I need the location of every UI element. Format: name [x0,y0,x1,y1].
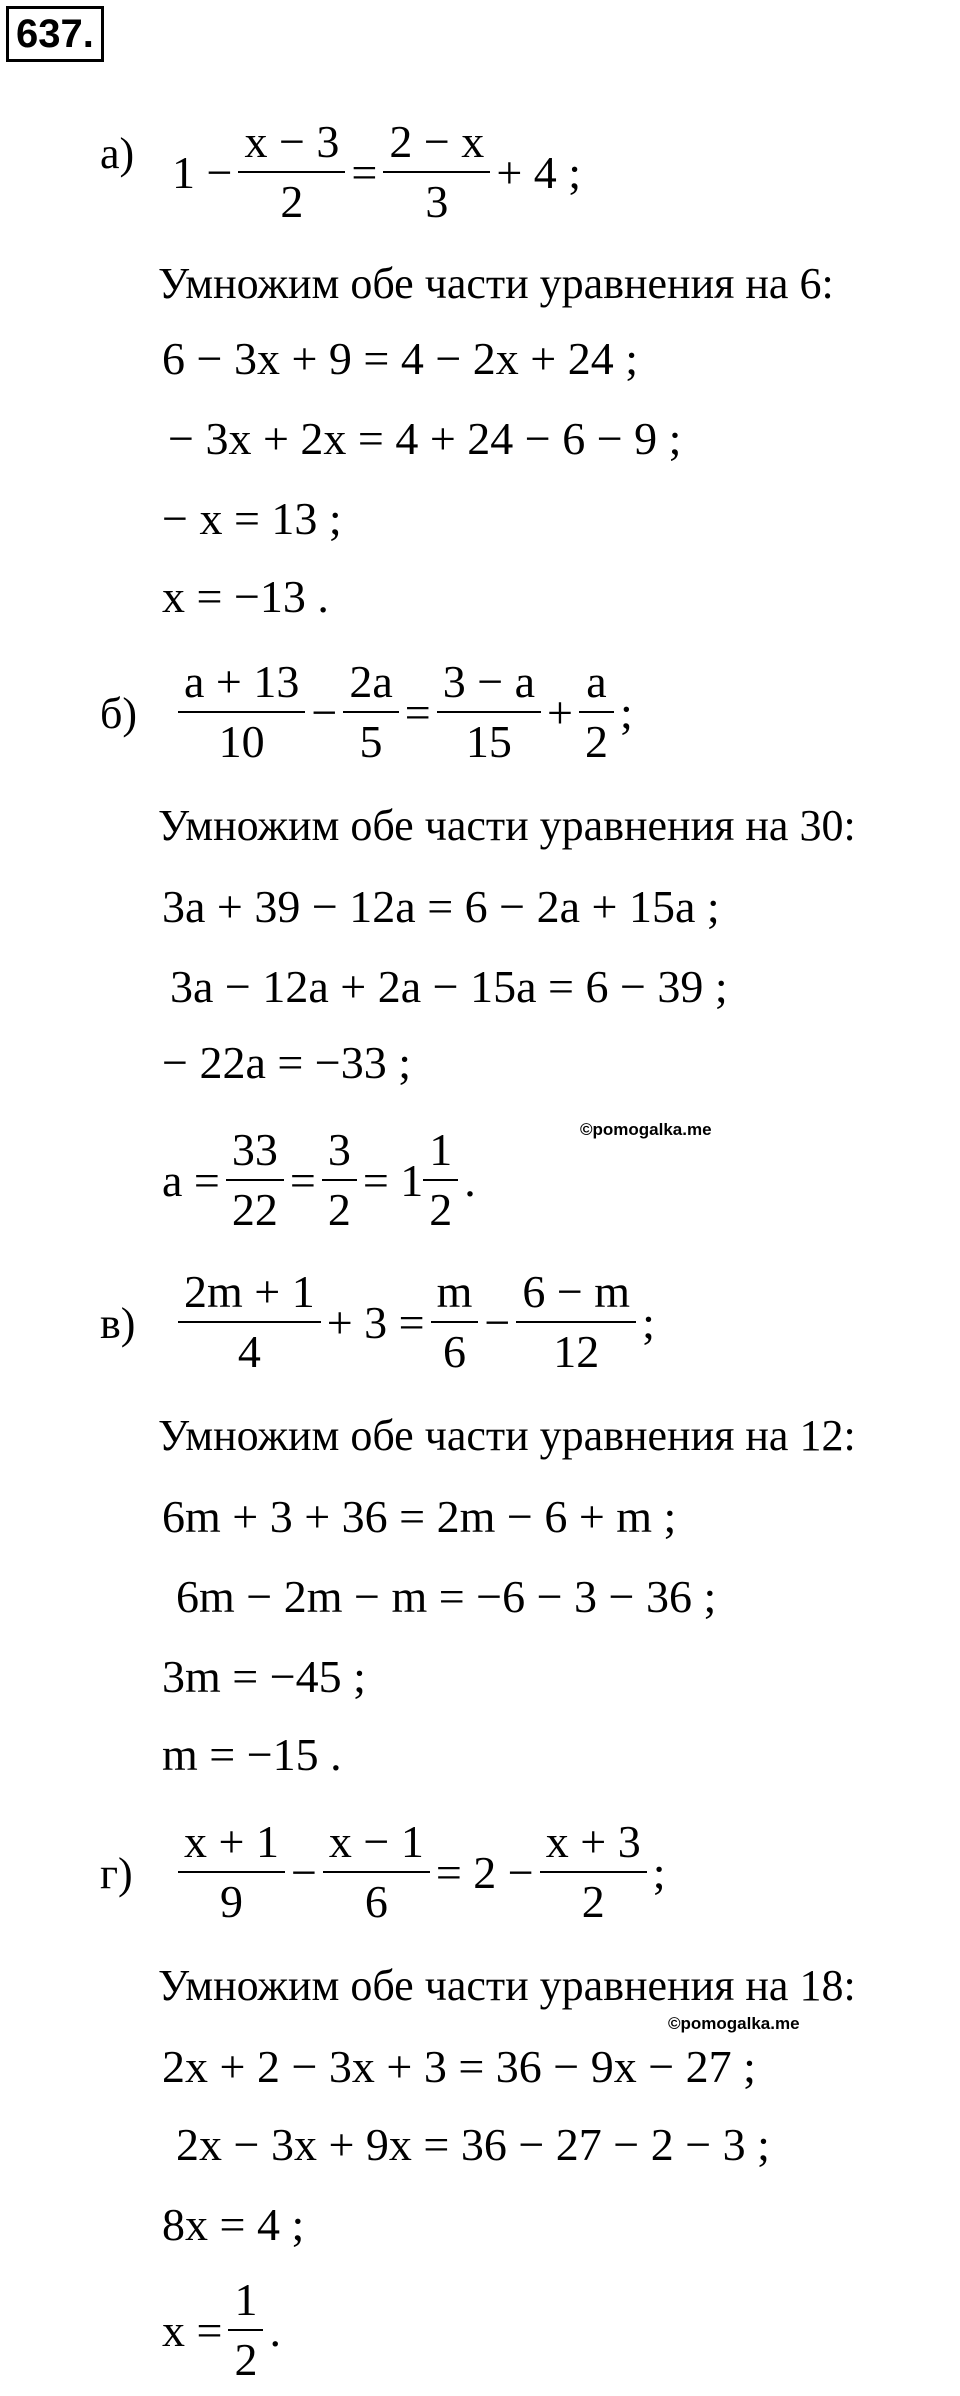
part-g-equation: $\frac{x + 1}{9}$ − $\frac{x - 1}{6}$ = 2 − $\frac{x + 3}{2}$ ; [172,1812,665,1932]
part-b-step-1: 3a + 39 − 12a = 6 − 2a + 15a ; [162,881,720,932]
part-a-label: а) [100,129,135,178]
part-a-step-1: 6 − 3x + 9 = 4 − 2x + 24 ; [162,333,638,384]
part-g-label: г) [100,1849,133,1898]
part-g-step-3: 8x = 4 ; [162,2199,305,2250]
part-a-step-2: − 3x + 2x = 4 + 24 − 6 − 9 ; [168,413,682,464]
part-v-step-3: 3m = −45 ; [162,1651,366,1702]
fraction: $\frac{2a}{5}$ [343,653,398,771]
part-v-multiply-text: Умножим обе части уравнения на 12: [158,1411,856,1460]
part-a-multiply-text: Умножим обе части уравнения на 6: [158,259,834,308]
fraction: $\frac{x + 1}{9}$ [178,1813,285,1931]
part-v-step-4: m = −15 . [162,1729,342,1780]
part-v-step-1: 6m + 3 + 36 = 2m − 6 + m ; [162,1491,677,1542]
fraction: $\frac{a + 13}{10}$ [178,653,305,771]
fraction: $\frac{3 - a}{15}$ [437,653,541,771]
fraction: $\frac{1}{2}$ [423,1121,458,1239]
part-b-label: б) [100,689,138,738]
fraction: $\frac{m}{6}$ [431,1263,479,1381]
part-g-step-1: 2x + 2 − 3x + 3 = 36 − 9x − 27 ; [162,2041,756,2092]
watermark: ©pomogalka.me [580,1120,712,1139]
fraction: $\frac{2m + 1}{4}$ [178,1263,321,1381]
part-b-step-2: 3a − 12a + 2a − 15a = 6 − 39 ; [170,961,728,1012]
part-g-step-2: 2x − 3x + 9x = 36 − 27 − 2 − 3 ; [176,2119,770,2170]
fraction: $\frac{3}{2}$ [322,1121,357,1239]
fraction: $\frac{2 - x}{3}$ [383,113,490,231]
part-g-step-4: x = $\frac{1}{2}$ . [162,2270,281,2390]
part-v-step-2: 6m − 2m − m = −6 − 3 − 36 ; [176,1571,717,1622]
fraction: $\frac{1}{2}$ [228,2271,263,2389]
fraction: $\frac{a}{2}$ [579,653,614,771]
part-b-multiply-text: Умножим обе части уравнения на 30: [158,801,856,850]
part-b-step-4: a = $\frac{33}{22}$ = $\frac{3}{2}$ = 1 $\frac{1}{2}$ . [162,1120,476,1240]
part-v-equation: $\frac{2m + 1}{4}$ + 3 = $\frac{m}{6}$ − $\frac{6 - m}{12}$ ; [172,1262,655,1382]
watermark: ©pomogalka.me [668,2014,800,2033]
part-g-multiply-text: Умножим обе части уравнения на 18: [158,1961,856,2010]
part-b-equation: $\frac{a + 13}{10}$ − $\frac{2a}{5}$ = $\frac{3 - a}{15}$ + $\frac{a}{2}$ ; [172,652,633,772]
fraction: $\frac{6 - m}{12}$ [516,1263,636,1381]
fraction: $\frac{x - 1}{6}$ [323,1813,430,1931]
fraction: $\frac{x - 3}{2}$ [238,113,345,231]
part-v-label: в) [100,1299,136,1348]
problem-number: 637. [6,6,104,62]
part-a-equation: 1 − $\frac{x - 3}{2}$ = $\frac{2 - x}{3}$ + 4 ; [172,112,581,232]
part-b-step-3: − 22a = −33 ; [162,1037,412,1088]
part-a-step-3: − x = 13 ; [162,493,342,544]
part-a-step-4: x = −13 . [162,571,329,622]
fraction: $\frac{33}{22}$ [226,1121,284,1239]
fraction: $\frac{x + 3}{2}$ [540,1813,647,1931]
